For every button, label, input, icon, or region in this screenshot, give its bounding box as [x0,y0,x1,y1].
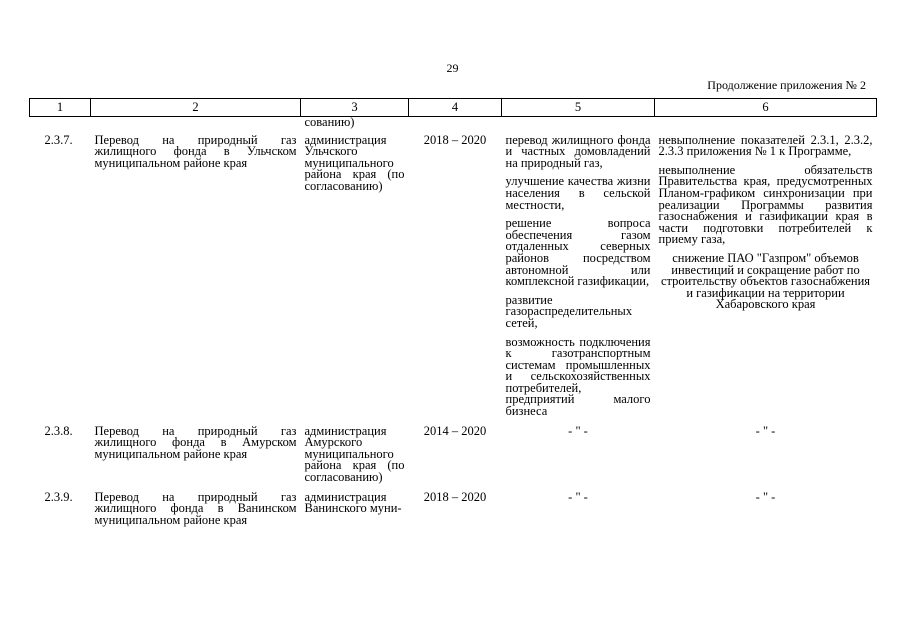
period: 2018 – 2020 [423,132,487,147]
table-row [30,425,877,491]
row-number: 2.3.7. [44,132,73,147]
carry-over-row [30,117,877,134]
column-number-6: 6 [655,99,877,117]
result-item: улучшение качества жизни населения в сельской местности, [505,174,651,212]
table-row [30,491,877,534]
result-item: перевод жилищного фонда и частных домовладений на природный газ, [505,132,651,170]
risks-ditto: - " - [755,489,776,504]
executor: администрация Ванинского муни- [304,489,402,516]
risks-ditto: - " - [755,423,776,438]
measure-name: Перевод на природный газ жилищного фонда в Ванинском муниципальном районе края [94,489,297,527]
risk-item: снижение ПАО "Газпром" объемов инвестиций и сокращение работ по строительству объектов газоснабжения и газификации на территории Хабаровского края [660,250,871,312]
result-item: развитие газораспределительных сетей, [505,292,633,330]
carry-over-text: сованию) [304,115,355,129]
risk-item: невыполнение обязательств Правительства края, предусмотренных Планом-графиком синхронизации при реализации Программы развития газоснабжения и газификации края в части подготовки потребителей к приему газа, [658,162,873,247]
column-number-3: 3 [301,99,409,117]
expected-results-ditto: - " - [568,489,588,504]
risks [655,134,877,425]
executor: администрация Ульчского муниципального района края (по согласованию) [304,132,405,193]
measures-table [29,98,877,533]
period: 2018 – 2020 [423,489,487,504]
expected-results-ditto: - " - [568,423,588,438]
column-number-row [30,99,877,117]
executor: администрация Амурского муниципального района края (по согласованию) [304,423,405,485]
row-number: 2.3.9. [44,489,73,504]
result-item: решение вопроса обеспечения газом отдаленных северных районов посредством автономной или комплексной газификации, [505,216,651,289]
result-item: возможность подключения к газотранспортным системам промышленных и сельскохозяйственных потребителей, предприятий малого бизнеса [505,334,651,419]
column-number-5: 5 [502,99,655,117]
column-number-1: 1 [30,99,91,117]
column-number-4: 4 [409,99,502,117]
measure-name: Перевод на природный газ жилищного фонда в Амурском муниципальном районе края [94,423,297,461]
page-number: 29 [446,61,459,75]
row-number: 2.3.8. [44,423,73,438]
expected-results [502,134,655,425]
table-row [30,134,877,425]
appendix-continuation-label: Продолжение приложения № 2 [707,78,866,92]
measure-name: Перевод на природный газ жилищного фонда в Ульчском муниципальном районе края [94,132,297,170]
column-number-2: 2 [91,99,301,117]
period: 2014 – 2020 [423,423,487,438]
risk-item: невыполнение показателей 2.3.1, 2.3.2, 2.3.3 приложения № 1 к Программе, [658,132,873,159]
